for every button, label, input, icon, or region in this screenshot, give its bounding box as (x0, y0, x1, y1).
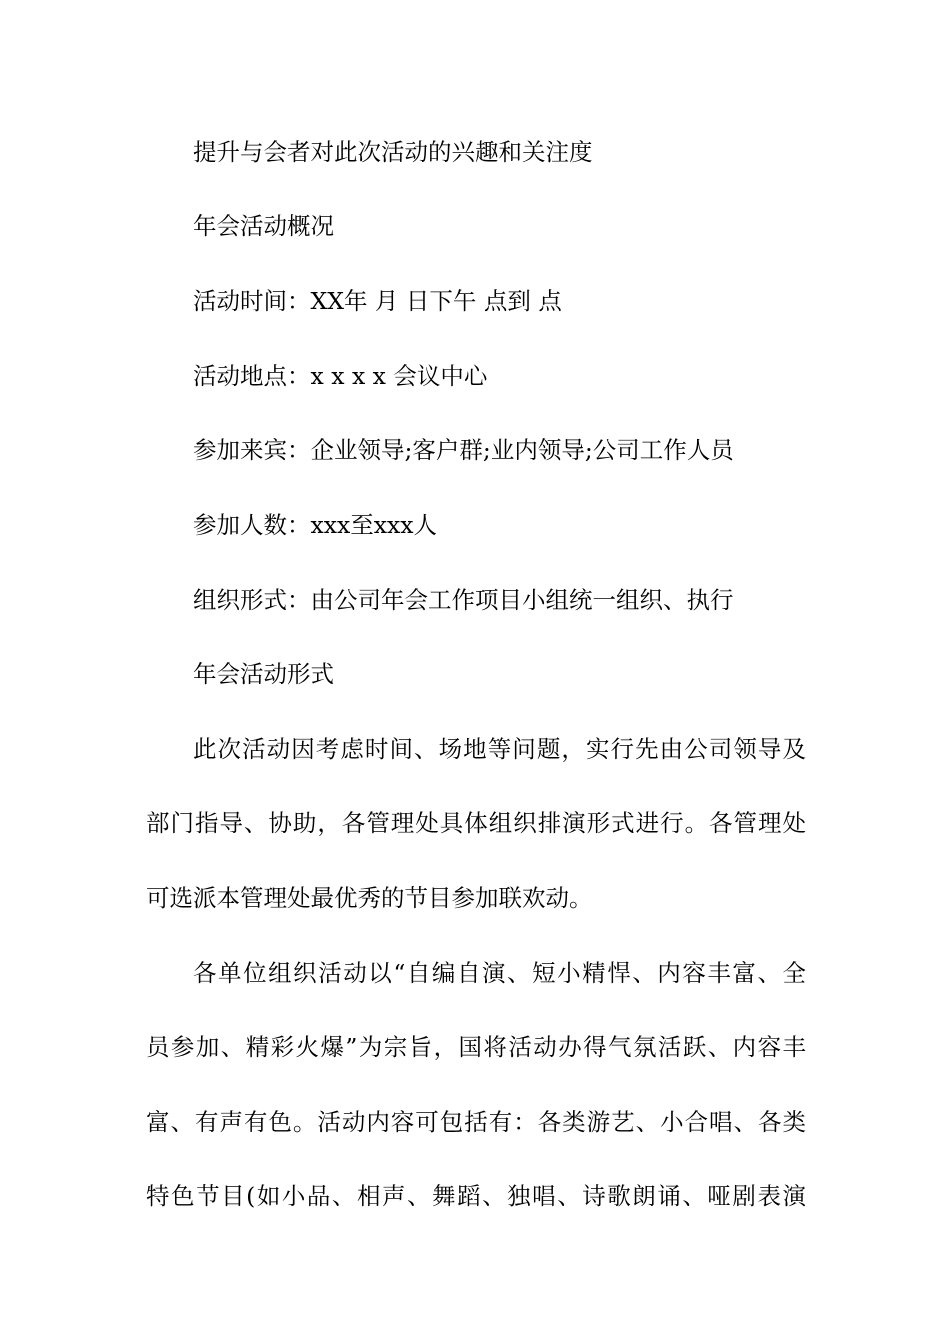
paragraph-1-line-1: 此次活动因考虑时间、场地等问题，实行先由公司领导及 (193, 735, 806, 763)
text-line-1: 提升与会者对此次活动的兴趣和关注度 (193, 138, 593, 166)
paragraph-1-line-2: 部门指导、协助，各管理处具体组织排演形式进行。各管理处 (146, 809, 806, 837)
event-organization-line: 组织形式：由公司年会工作项目小组统一组织、执行 (193, 586, 734, 614)
event-location-line: 活动地点：x x x x 会议中心 (193, 362, 488, 390)
paragraph-1-line-3: 可选派本管理处最优秀的节目参加联欢动。 (146, 884, 593, 912)
section-heading-format: 年会活动形式 (193, 660, 334, 688)
event-time-line: 活动时间：XX年 月 日下午 点到 点 (193, 287, 562, 315)
paragraph-2-line-2: 员参加、精彩火爆”为宗旨，国将活动办得气氛活跃、内容丰 (146, 1033, 806, 1061)
section-heading-overview: 年会活动概况 (193, 212, 334, 240)
event-attendance-line: 参加人数：xxx至xxx人 (193, 511, 438, 539)
paragraph-2-line-1: 各单位组织活动以“自编自演、短小精悍、内容丰富、全 (193, 959, 806, 987)
event-guests-line: 参加来宾：企业领导;客户群;业内领导;公司工作人员 (193, 436, 734, 464)
paragraph-2-line-3: 富、有声有色。活动内容可包括有：各类游艺、小合唱、各类 (146, 1108, 806, 1136)
paragraph-2-line-4: 特色节目(如小品、相声、舞蹈、独唱、诗歌朗诵、哑剧表演 (146, 1182, 806, 1210)
